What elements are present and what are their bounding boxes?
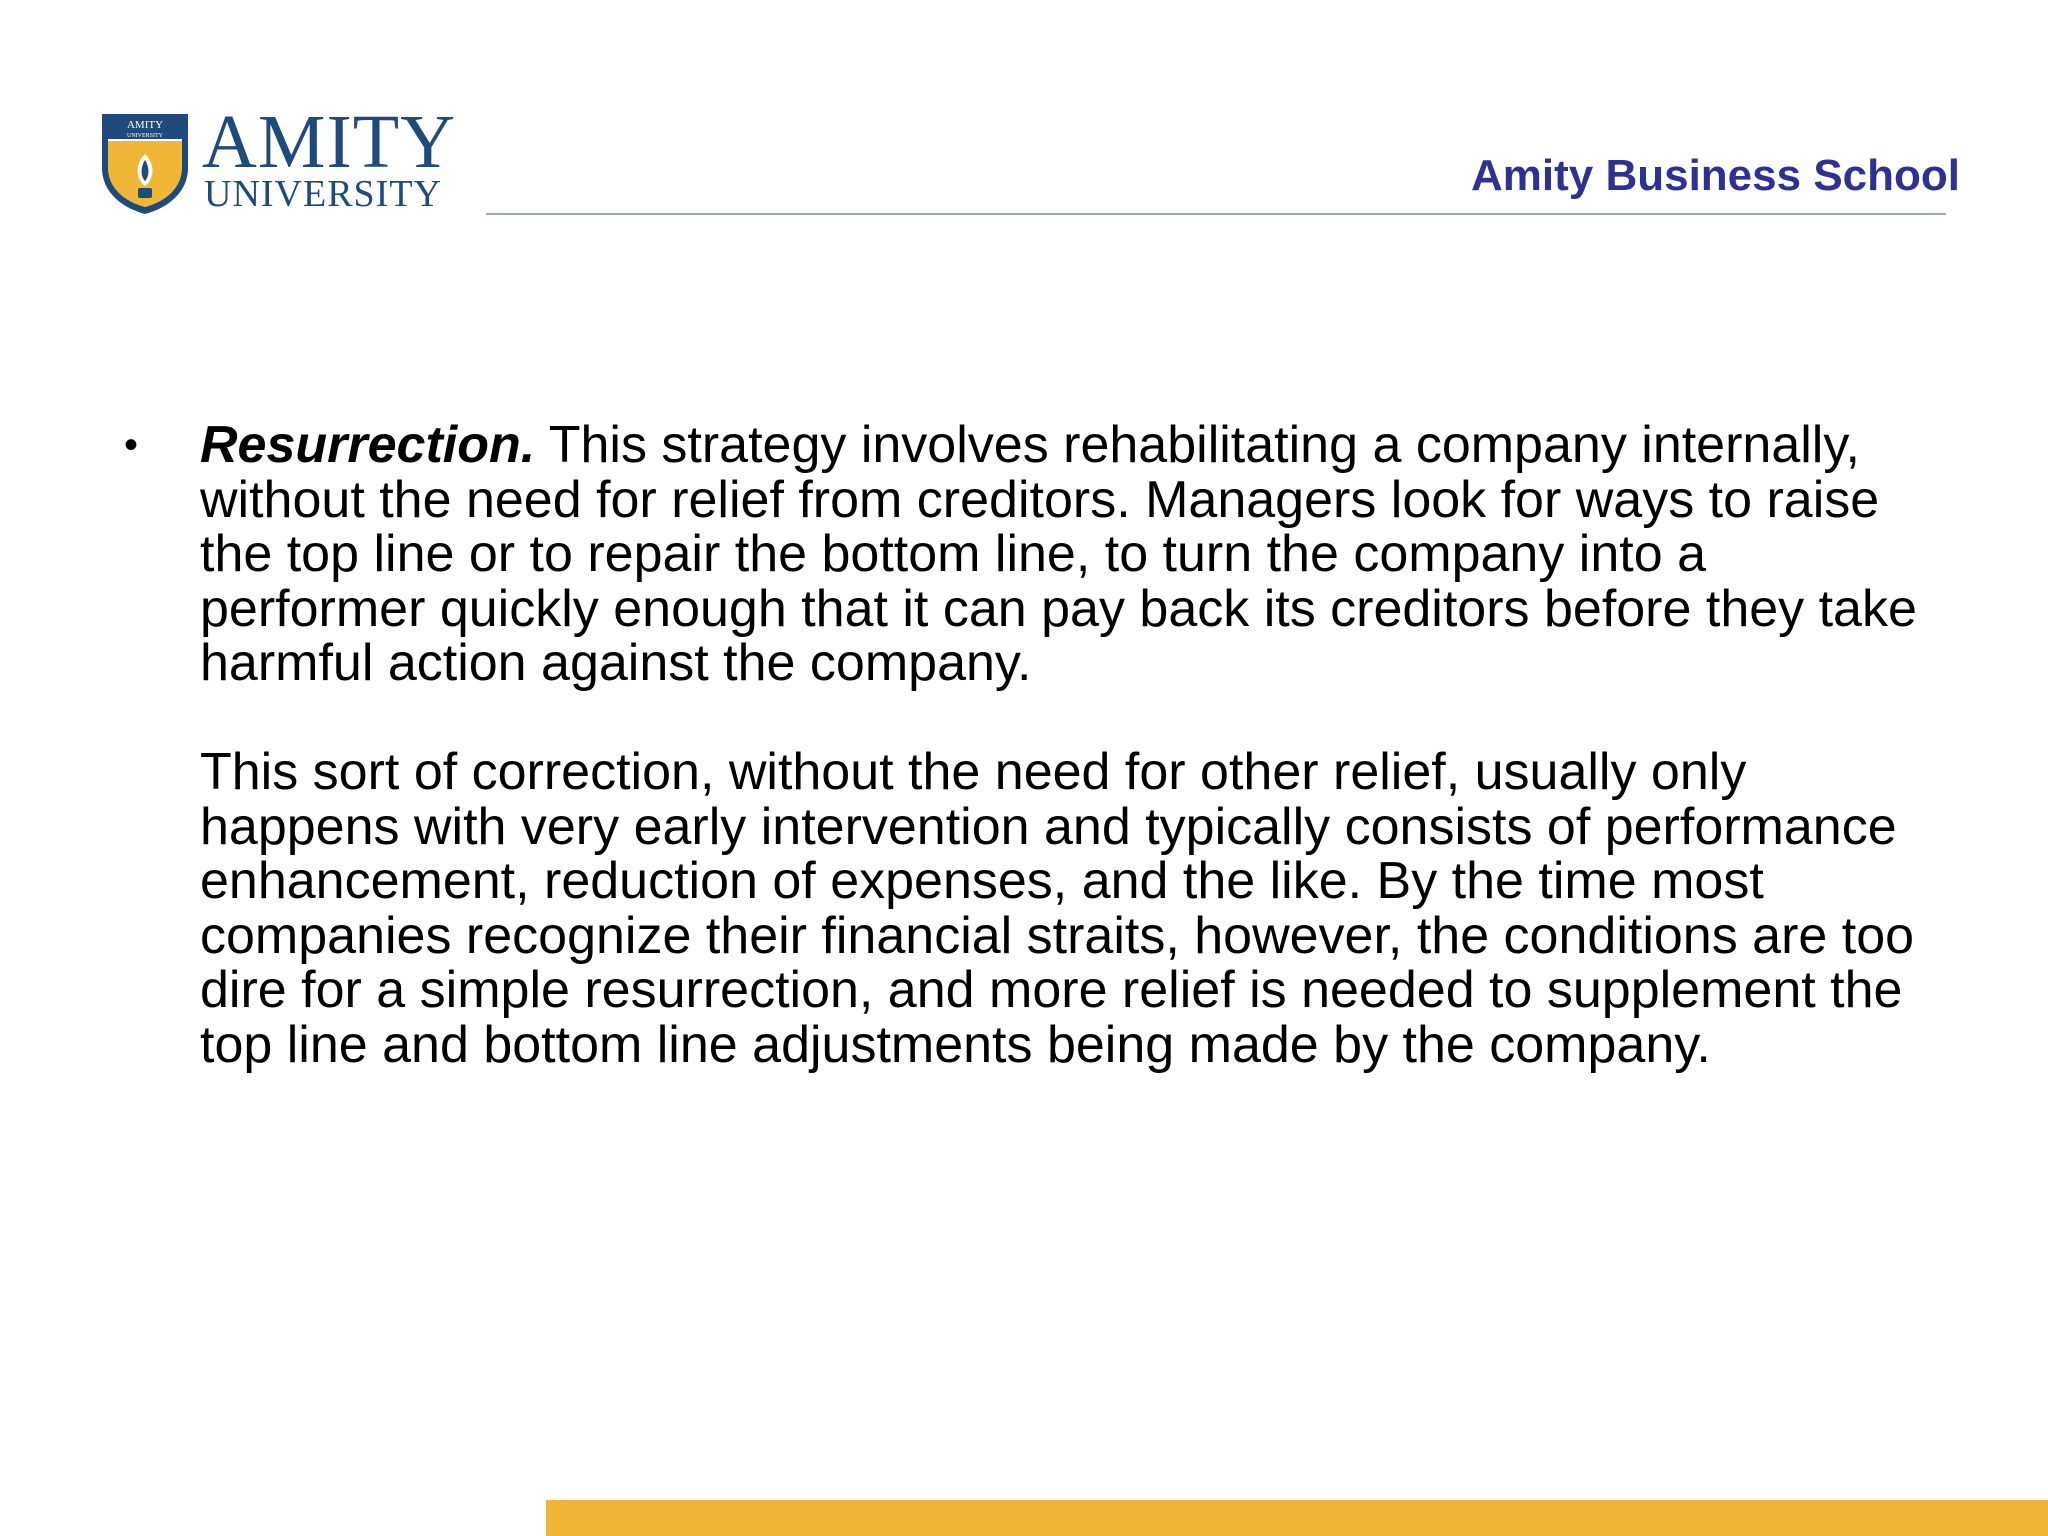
logo-word-amity: AMITY	[202, 100, 457, 184]
header-divider	[486, 213, 1946, 215]
footer-accent-bar	[546, 1500, 2048, 1536]
amity-university-logo	[98, 100, 457, 220]
svg-text:UNIVERSITY: UNIVERSITY	[127, 133, 163, 139]
paragraph-1-text: This strategy involves rehabilitating a company internally, without the need for relief from creditors. Managers look for ways to raise the top line or to repair the bottom line, to turn the company into a performer quickly enough that it can pay back its creditors before they take harmful action against the company.	[200, 416, 1917, 692]
paragraph-2: This sort of correction, without the need for other relief, usually only happens with very early intervention and typically consists of performance enhancement, reduction of expenses, and the like. By the time most companies recognize their financial straits, however, the conditions are too dire for a simple resurrection, and more relief is needed to supplement the top line and bottom line adjustments being made by the company.	[200, 743, 1915, 1074]
term-heading: Resurrection.	[200, 416, 536, 474]
svg-text:AMITY: AMITY	[126, 119, 164, 131]
amity-crest-icon	[98, 110, 192, 216]
school-name: Amity Business School	[1470, 151, 1960, 200]
bullet-text	[200, 418, 1920, 1072]
paragraph-1	[200, 418, 1920, 691]
logo-word-university: UNIVERSITY	[204, 173, 442, 215]
bullet-dot: •	[124, 423, 139, 467]
